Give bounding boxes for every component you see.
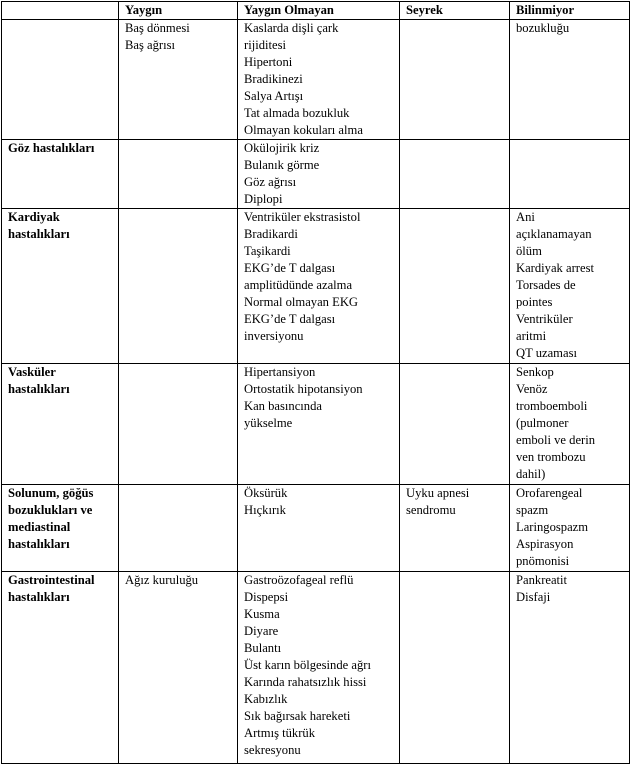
rare-cell xyxy=(400,209,510,364)
list-item: EKG’de T dalgası xyxy=(244,261,336,275)
list-item: Kardiyak arrest xyxy=(516,261,594,275)
header-rare: Seyrek xyxy=(400,2,510,20)
list-item: amplitüdünde azalma xyxy=(244,278,353,292)
table-row xyxy=(2,572,630,764)
rare-cell xyxy=(400,364,510,485)
category-label: hastalıkları xyxy=(8,590,70,604)
list-item: tromboemboli xyxy=(516,399,588,413)
list-item: Karında rahatsızlık hissi xyxy=(244,675,367,689)
list-item: Hipertansiyon xyxy=(244,365,316,379)
list-item: Orofarengeal xyxy=(516,486,583,500)
list-item: Sık bağırsak hareketi xyxy=(244,709,351,723)
list-item: EKG’de T dalgası xyxy=(244,312,336,326)
list-item: Kan basıncında xyxy=(244,399,322,413)
list-item: aritmi xyxy=(516,329,547,343)
uncommon-cell xyxy=(238,364,400,485)
list-item: Kusma xyxy=(244,607,280,621)
list-item: Olmayan kokuları alma xyxy=(244,123,363,137)
header-unknown: Bilinmiyor xyxy=(510,2,630,20)
list-item: Artmış tükrük xyxy=(244,726,316,740)
list-item: Normal olmayan EKG xyxy=(244,295,359,309)
list-item: Bradikinezi xyxy=(244,72,303,86)
category-label: bozuklukları ve xyxy=(8,503,93,517)
list-item: Ventriküler xyxy=(516,312,573,326)
list-item: Senkop xyxy=(516,365,554,379)
header-uncommon: Yaygın Olmayan xyxy=(238,2,400,20)
unknown-cell xyxy=(510,140,630,209)
uncommon-cell xyxy=(238,572,400,764)
list-item: Torsades de xyxy=(516,278,576,292)
category-label: Göz hastalıkları xyxy=(8,141,95,155)
unknown-cell xyxy=(510,364,630,485)
common-cell xyxy=(119,364,238,485)
rare-cell xyxy=(400,140,510,209)
list-item: Hıçkırık xyxy=(244,503,286,517)
category-cell xyxy=(2,364,119,485)
common-cell xyxy=(119,20,238,140)
unknown-cell xyxy=(510,209,630,364)
table-row xyxy=(2,364,630,485)
common-cell xyxy=(119,485,238,572)
list-item: Kaslarda dişli çark xyxy=(244,21,339,35)
table-row xyxy=(2,209,630,364)
list-item: Ani xyxy=(516,210,535,224)
common-cell xyxy=(119,140,238,209)
unknown-cell xyxy=(510,20,630,140)
table-row xyxy=(2,140,630,209)
list-item: spazm xyxy=(516,503,549,517)
list-item: Venöz xyxy=(516,382,548,396)
list-item: Kabızlık xyxy=(244,692,288,706)
list-item: Hipertoni xyxy=(244,55,293,69)
header-row xyxy=(2,2,630,20)
category-label: Kardiyak xyxy=(8,210,60,224)
list-item: bozukluğu xyxy=(516,21,570,35)
list-item: rijiditesi xyxy=(244,38,286,52)
list-item: (pulmoner xyxy=(516,416,569,430)
category-cell xyxy=(2,140,119,209)
list-item: Salya Artışı xyxy=(244,89,304,103)
unknown-cell xyxy=(510,485,630,572)
list-item: Baş dönmesi xyxy=(125,21,190,35)
list-item: QT uzaması xyxy=(516,346,577,360)
rare-cell xyxy=(400,485,510,572)
list-item: ven trombozu xyxy=(516,450,586,464)
list-item: ölüm xyxy=(516,244,542,258)
list-item: Göz ağrısı xyxy=(244,175,297,189)
header-category xyxy=(2,2,119,20)
list-item: Diyare xyxy=(244,624,279,638)
uncommon-cell xyxy=(238,20,400,140)
list-item: Disfaji xyxy=(516,590,551,604)
list-item: Laringospazm xyxy=(516,520,589,534)
category-label: Vasküler xyxy=(8,365,56,379)
table-body xyxy=(2,20,630,764)
list-item: yükselme xyxy=(244,416,293,430)
list-item: Öksürük xyxy=(244,486,288,500)
list-item: dahil) xyxy=(516,467,546,481)
list-item: Dispepsi xyxy=(244,590,289,604)
list-item: emboli ve derin xyxy=(516,433,596,447)
uncommon-cell xyxy=(238,485,400,572)
uncommon-cell xyxy=(238,140,400,209)
category-label: hastalıkları xyxy=(8,227,70,241)
common-cell xyxy=(119,572,238,764)
list-item: Bradikardi xyxy=(244,227,298,241)
category-label: Gastrointestinal xyxy=(8,573,95,587)
list-item: Bulantı xyxy=(244,641,282,655)
category-cell xyxy=(2,485,119,572)
list-item: Baş ağrısı xyxy=(125,38,176,52)
rare-cell xyxy=(400,572,510,764)
list-item: açıklanamayan xyxy=(516,227,592,241)
category-cell xyxy=(2,572,119,764)
category-cell xyxy=(2,209,119,364)
rare-cell xyxy=(400,20,510,140)
common-cell xyxy=(119,209,238,364)
table-row xyxy=(2,20,630,140)
list-item: Tat almada bozukluk xyxy=(244,106,350,120)
list-item: sendromu xyxy=(406,503,456,517)
list-item: Ağız kuruluğu xyxy=(125,573,199,587)
list-item: Taşikardi xyxy=(244,244,291,258)
header-common: Yaygın xyxy=(119,2,238,20)
adverse-effects-table xyxy=(1,1,630,764)
list-item: Gastroözofageal reflü xyxy=(244,573,354,587)
list-item: inversiyonu xyxy=(244,329,304,343)
list-item: Diplopi xyxy=(244,192,283,206)
list-item: Bulanık görme xyxy=(244,158,320,172)
list-item: Aspirasyon xyxy=(516,537,574,551)
category-cell xyxy=(2,20,119,140)
list-item: Uyku apnesi xyxy=(406,486,470,500)
unknown-cell xyxy=(510,572,630,764)
table-row xyxy=(2,485,630,572)
list-item: sekresyonu xyxy=(244,743,301,757)
list-item: Pankreatit xyxy=(516,573,568,587)
list-item: Ortostatik hipotansiyon xyxy=(244,382,363,396)
list-item: pnömonisi xyxy=(516,554,570,568)
list-item: Ventriküler ekstrasistol xyxy=(244,210,361,224)
category-label: mediastinal xyxy=(8,520,71,534)
list-item: pointes xyxy=(516,295,553,309)
category-label: hastalıkları xyxy=(8,382,70,396)
list-item: Üst karın bölgesinde ağrı xyxy=(244,658,371,672)
category-label: Solunum, göğüs xyxy=(8,486,94,500)
list-item: Okülojirik kriz xyxy=(244,141,320,155)
category-label: hastalıkları xyxy=(8,537,70,551)
uncommon-cell xyxy=(238,209,400,364)
